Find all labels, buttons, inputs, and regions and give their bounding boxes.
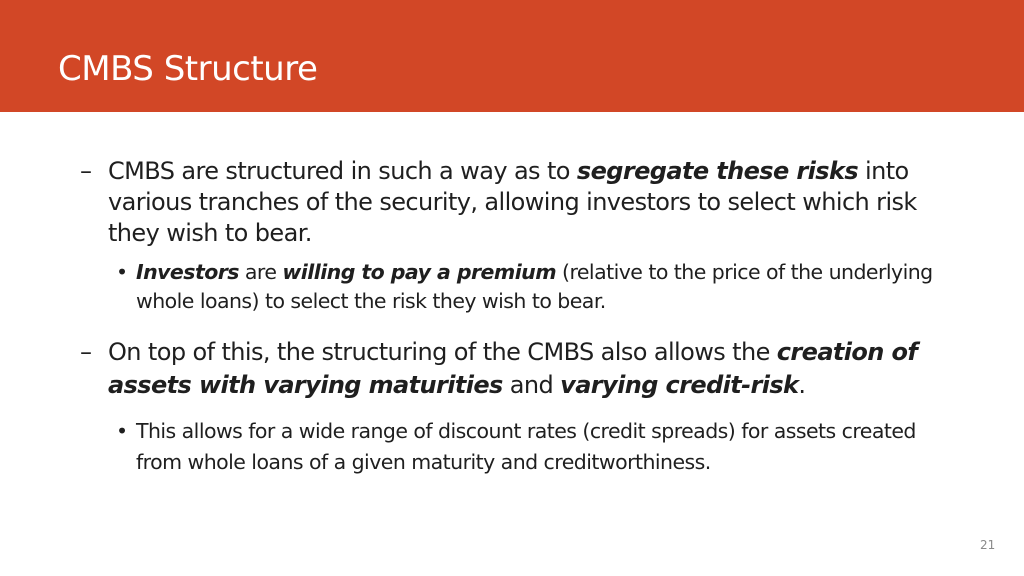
- dash-bullet-icon: –: [80, 157, 92, 185]
- sub-bullet-1-text-end: (relative to the price of the underlying whole loans) to select the risk they wish to bear.: [136, 260, 933, 313]
- bullet-2-emphasis-1: creation of assets with varying maturities: [108, 338, 918, 399]
- bullet-2-text-mid: and: [502, 371, 561, 399]
- bullet-1: [80, 156, 948, 249]
- dot-bullet-icon: •: [116, 419, 129, 443]
- sub-bullet-1-text: are: [238, 260, 283, 284]
- bullet-2-emphasis-2: varying credit-risk: [560, 371, 799, 399]
- bullet-1-text: CMBS are structured in such a way as to: [108, 157, 577, 185]
- dot-bullet-icon: •: [116, 260, 129, 284]
- dash-bullet-icon: –: [80, 338, 92, 366]
- bullet-2: [80, 336, 948, 402]
- sub-bullet-1: [116, 258, 956, 316]
- bullet-1-emphasis: segregate these risks: [576, 157, 859, 185]
- sub-bullet-1-emphasis-1: Investors: [136, 260, 239, 284]
- sub-bullet-2-text: This allows for a wide range of discount rates (credit spreads) for assets created from whole loans of a given maturity and creditworthiness.: [136, 419, 916, 474]
- bullet-2-text: On top of this, the structuring of the CMBS also allows the: [108, 338, 777, 366]
- sub-bullet-2: [116, 416, 956, 478]
- slide-title: CMBS Structure: [58, 49, 318, 89]
- sub-bullet-1-emphasis-2: willing to pay a premium: [282, 260, 557, 284]
- page-number: 21: [980, 538, 996, 552]
- bullet-2-text-end: .: [798, 371, 806, 399]
- bullet-1-text-end: into various tranches of the security, allowing investors to select which risk they wish to bear.: [108, 157, 917, 247]
